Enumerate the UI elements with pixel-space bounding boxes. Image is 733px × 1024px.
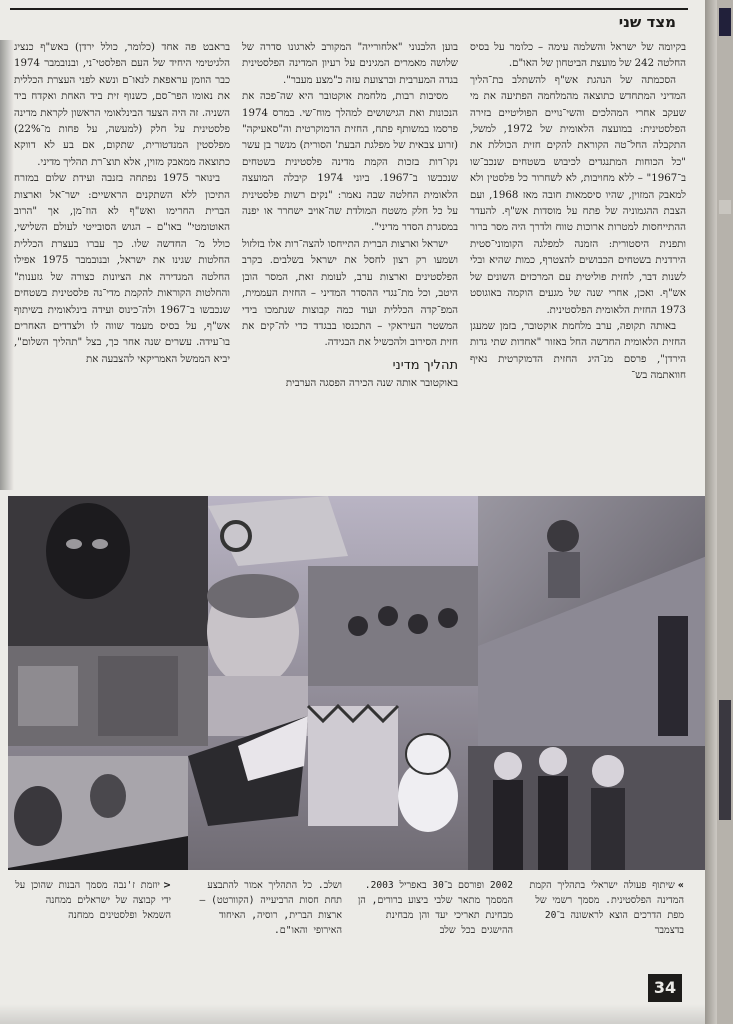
caption-arrow-icon: < [162, 880, 171, 891]
paragraph: באוקטובר אותה שנה הכירה הפסגה הערבית [285, 378, 458, 390]
page-bottom-shade [0, 1004, 705, 1024]
collage-illustration [8, 496, 707, 870]
subheading: תהליך מדיני [392, 357, 458, 373]
caption-4 [14, 878, 171, 988]
photo-collage [8, 496, 707, 870]
paragraph: ישראל וארצות הברית התייחסו להצה־רות אלו בזלזול ושמעו רק רצון לחסל את ישראל בשלבים. בקרב הפלסטינים וארצות ערב, לעומת זאת, המסר הובן היטב, וכל מת־נגדי ההסדר המדיני – החזית העממית, המפ־קדה הכללית ועוד כמה קבוצות שנתמכו בידי המשטר העיראקי – התכנסו בבגדד כדי לה־קים את חזית הסירוב ולהכשיל את הבגידה. [242, 238, 458, 349]
page-number: 34 [648, 974, 682, 1002]
paragraph: מסיבות רבות, מלחמת אוקטובר היא שה־פכה את הנכונות ואת הגישושים למהלך מוח־שי. במרס 1974 פרסמו במשותף פתח, החזית הדמוקרטית וה"סאעיקה" (זרוע צבאית של מפלגת הבעת' הסורית) מנשר בן עשר נקו־דות בזכות הקמת מדינה פלסטינית בשטחים שנכבשו ב־1967. ביוני 1974 קיבלה המועצה הלאומית החלטה שבה נאמר: "נקים רשות פלסטינית על כל חלק משטח המולדת שה־אויב ישחרר או יפנה במסגרת הסדר מדיני". [242, 91, 458, 234]
caption-1 [527, 878, 684, 988]
photo-captions [14, 878, 684, 988]
caption-arrow-icon: » [677, 880, 684, 891]
keffiyeh-figure [308, 706, 398, 826]
page-gutter-shadow [0, 40, 14, 490]
article-column-2 [242, 40, 458, 490]
caption-text: שיתוף פעולה ישראלי בתהליך הקמת המדינה הפלסטינית. מסמך רשמי של מפת הדרכים הוצא לראשונה ב־20 בדצמבר [529, 880, 684, 936]
article-column-3 [14, 40, 230, 490]
article-column-1 [470, 40, 686, 490]
edge-tab [719, 700, 731, 820]
section-header [10, 8, 688, 31]
paragraph: בראבט פה אחד (כלומר, כולל ירדן) באש"ף כנציג הלגיטימי היחיד של העם הפלסטי־ני, ובנובמבר 1974 כבר הוזמן עראפאת לנאו־ם ונשא לפני העצרת הכללית את נאומו הפר־סם, כשנוף זית ביד האחת ואקדח ביד השניה. זה היה הצעד הבינלאומי הראשון לקראת מדינה פלסטינית על חלק (למעשה, על פחות מ־22%) מפלסטין המנדטורית, שתקום, אם בע לא דווקא כתוצאה ממאבק מזוין, אלא תוצ־רת תהליך מדיני. [14, 42, 230, 168]
caption-text: יוזמת ז'נבה מסמך הבנות שהוכן על ידי קבוצה של ישראלים ממחנה השמאל ופלסטינים ממחנה [15, 880, 171, 921]
edge-tab [719, 200, 731, 214]
paragraph: באותה תקופה, ערב מלחמת אוקטובר, בזמן שמעגן החזית הלאומית החדשה החל באזור "אחדות שתי גדות הירדן", פרסם מנ־היג החזית הדמוקרטית נאיף חוואתמה בש־ [470, 320, 686, 382]
paragraph: בקיומה של ישראל והשלמה עימה – כלומר על בסיס החלטה 242 של מועצת הביטחון של האו"ם. [470, 42, 686, 70]
boy-figure [547, 520, 579, 552]
caption-2: 2002 ופורסם ב־30 באפריל 2003. המסמך מתאר שלבי ביצוע ברורים, הן מבחינת תאריכי יעד והן מבחינת ההישגים בכל שלב [357, 880, 513, 936]
section-title: מצד שני [618, 13, 676, 31]
article-columns [14, 40, 686, 490]
paragraph: בוען הלבנוני "אלחורייה" המקורב לארגונו סדרה של שלושה מאמרים המגינים על רעיון המדינה הפלסטינית בגדה המערבית וברצועת עזה כ"מצע מעבר". [242, 42, 458, 86]
page-edge-strip [717, 0, 733, 1024]
crowd-photo [308, 566, 488, 686]
paragraph: הסכמתה של הנהגת אש"ף להשתלב בת־הליך המדיני המתחדש כתוצאה מהמלחמה הפתיעה את מי שעקב אחרי המהלכים והשי־נויים הפוליטיים בזירה הפלסטינית: במועצה הלאומית של 1972, למשל, התקבלה החל־טה הקוראת להקים חזית הכוללת את "כל הכוחות המתנגדים לכיבוש בשטחים שנכב־שו ב־1967" – ללא מחויבות, לא לשחרור כל פלסטין ולא למאבק המזוין, שהיו סיסמאות חובה מאז 1968, ועם הצבת ההגמוניה של פתח על מוסדות אש"ף. להעדר ההתייחסות למטרות ארוכות טווח ולדרך היה מסר ברור ותפנית היסטורית: הזמנה למפלגה הקומוני־סטית הירדנית בשטחים הכבושים להצטרף, כמות שהיא ובלי לשנות דבר, לחזית פוליטית עם המרכזים השונים של אש"ף. ואכן, אחרי שנה של מגעים הוקמה באוגוסט 1973 החזית הלאומית הפלסטינית. [470, 74, 686, 316]
paragraph: בינואר 1975 נפתחה בזנבה ועידת שלום במזרח התיכון ללא השתקנים הראשיים: ישר־אל וארצות הברית החרימו ואש"ף לא הוז־מן, אך "הרוב האוטומטי" באו"ם – הגוש הסובייטי לעולם השלישי, כולל מ־ החדשה שלו. כך עברו בעצרת הכללית החלטות שגינו את ישראל, ובנובמבר 1975 אפילו החלטה המגדירה את הציונות כצורה של גזענות" והחלטות הקוראות להקמת מדי־נה פלסטינית בשטחים שנכבשו ב־1967 ולה־כינוס ועידה בינלאומית בשיתוף אש"ף, על בסיס מעמד שווה לו ולצדדים האחרים בו־עידה. עשרים שנה אחר כך, בצל "תהליך השלום", יביא הממשל האמריקאי להצבעה את [14, 173, 230, 365]
caption-3: ושלב. כל התהליך אמור להתבצע תחת חסות הרביעייה (הקוורטט) – ארצות הברית, רוסיה, האיחוד האירופי והאו"ם. [199, 880, 342, 936]
edge-tab [719, 8, 731, 36]
